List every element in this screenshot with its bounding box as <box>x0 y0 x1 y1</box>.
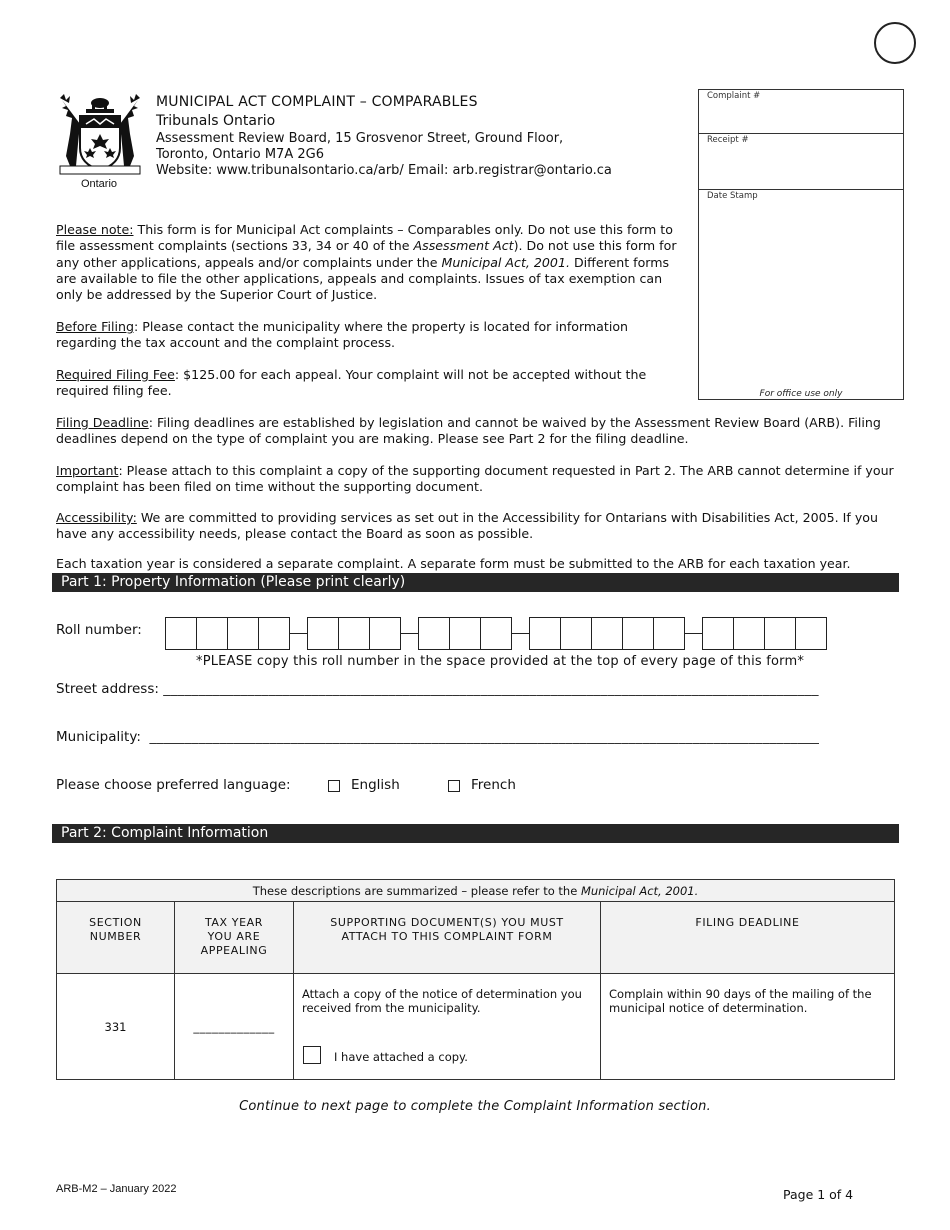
roll-digit-box[interactable] <box>560 617 592 650</box>
please-note-text-3: Different forms are available to file the other applications, appeals and complaints. Issues of tax exemption can only be addressed by the Superior Court of Justice. <box>56 254 670 303</box>
filing-fee-text: : $125.00 for each appeal. Your complaint will not be accepted without the required filing fee. <box>56 367 647 399</box>
attached-copy-checkbox[interactable] <box>303 1046 321 1064</box>
roll-digit-box[interactable] <box>764 617 796 650</box>
important-text: : Please attach to this complaint a copy of the supporting document requested in Part 2. The ARB cannot determine if your complaint has been filed on time without the supporting document. <box>56 463 894 495</box>
street-address-input[interactable]: _____________________________________________________________________________________________ <box>163 681 819 697</box>
part2-title: Part 2: Complaint Information <box>61 825 269 841</box>
continue-note: Continue to next page to complete the Complaint Information section. <box>239 1099 711 1114</box>
receipt-number-field[interactable] <box>699 134 903 190</box>
assessment-act-ref: Assessment Act <box>413 238 514 254</box>
roll-number-note: *PLEASE copy this roll number in the space provided at the top of every page of this form* <box>196 654 805 669</box>
roll-digit-box[interactable] <box>480 617 512 650</box>
documents-text: Attach a copy of the notice of determination you received from the municipality. <box>302 987 582 1015</box>
roll-digit-box[interactable] <box>338 617 370 650</box>
roll-digit-box[interactable] <box>702 617 734 650</box>
important-paragraph <box>56 463 896 496</box>
please-note-text-1: This form is for Municipal Act complaints – Comparables only. Do not use this form to file assessment complaints (sections 33, 34 or 40 of the <box>56 222 673 254</box>
office-use-box <box>698 89 904 400</box>
filing-deadline-text: : Filing deadlines are established by legislation and cannot be waived by the Assessment Review Board (ARB). Filing deadlines depend on the type of complaint you are making. Please see Part 2 for the filing deadline. <box>56 415 881 447</box>
col-header-documents: SUPPORTING DOCUMENT(S) YOU MUST ATTACH TO THIS COMPLAINT FORM <box>294 902 601 974</box>
corner-circle-mark <box>874 22 916 64</box>
accessibility-label: Accessibility: <box>56 510 137 525</box>
table-caption <box>57 880 895 902</box>
french-checkbox[interactable] <box>448 780 460 792</box>
important-label: Important <box>56 463 119 478</box>
roll-digit-box[interactable] <box>196 617 228 650</box>
agency-name: Tribunals Ontario <box>156 113 276 129</box>
date-stamp-field <box>699 190 903 398</box>
table-caption-text: These descriptions are summarized – please refer to the <box>252 883 581 898</box>
documents-cell <box>294 974 601 1080</box>
filing-fee-label: Required Filing Fee <box>56 367 175 382</box>
col-header-section: SECTION NUMBER <box>57 902 175 974</box>
part2-header <box>52 824 899 843</box>
logo-caption: Ontario <box>80 178 118 190</box>
complaint-info-table <box>56 879 895 1080</box>
street-address-label: Street address: <box>56 681 159 697</box>
english-checkbox[interactable] <box>328 780 340 792</box>
roll-digit-box[interactable] <box>369 617 401 650</box>
date-stamp-label: Date Stamp <box>707 191 758 201</box>
roll-separator <box>401 633 418 634</box>
municipal-act-ref: Municipal Act, 2001. <box>441 254 570 270</box>
roll-digit-box[interactable] <box>653 617 685 650</box>
receipt-number-label: Receipt # <box>707 135 749 145</box>
tax-year-input[interactable]: _____________ <box>175 974 294 1080</box>
taxation-year-note: Each taxation year is considered a separate complaint. A separate form must be submitted to the ARB for each taxation year. <box>56 556 851 571</box>
roll-digit-box[interactable] <box>529 617 561 650</box>
language-label: Please choose preferred language: <box>56 777 291 793</box>
part1-header <box>52 573 899 592</box>
filing-deadline-label: Filing Deadline <box>56 415 149 430</box>
please-note-paragraph <box>56 222 686 303</box>
french-option-label: French <box>471 777 516 793</box>
table-caption-act: Municipal Act, 2001. <box>580 883 699 898</box>
office-use-note: For office use only <box>759 389 843 399</box>
filing-deadline-paragraph <box>56 415 896 448</box>
form-title: MUNICIPAL ACT COMPLAINT – COMPARABLES <box>156 94 478 110</box>
municipality-label: Municipality: <box>56 729 141 745</box>
roll-digit-box[interactable] <box>307 617 339 650</box>
street-address-row <box>56 681 819 697</box>
english-option-label: English <box>351 777 400 793</box>
deadline-text: Complain within 90 days of the mailing of the municipal notice of determination. <box>609 987 872 1015</box>
before-filing-text: : Please contact the municipality where the property is located for information regarding the tax account and the complaint process. <box>56 319 629 351</box>
col-header-deadline: FILING DEADLINE <box>601 902 895 974</box>
section-number-cell: 331 <box>57 974 175 1080</box>
complaint-number-label: Complaint # <box>707 91 761 101</box>
roll-digit-box[interactable] <box>795 617 827 650</box>
roll-digit-box[interactable] <box>622 617 654 650</box>
table-row <box>57 974 895 1080</box>
complaint-number-field[interactable] <box>699 90 903 134</box>
roll-digit-box[interactable] <box>591 617 623 650</box>
deadline-cell <box>601 974 895 1080</box>
roll-digit-box[interactable] <box>227 617 259 650</box>
before-filing-label: Before Filing <box>56 319 134 334</box>
accessibility-paragraph <box>56 510 896 543</box>
address-line-2: Toronto, Ontario M7A 2G6 <box>156 147 324 162</box>
before-filing-paragraph <box>56 319 686 352</box>
page-number: Page 1 of 4 <box>783 1187 854 1202</box>
roll-separator <box>685 633 702 634</box>
website-email-line: Website: www.tribunalsontario.ca/arb/ Email: arb.registrar@ontario.ca <box>156 163 612 178</box>
roll-separator <box>512 633 529 634</box>
roll-digit-box[interactable] <box>418 617 450 650</box>
municipality-row <box>56 729 819 745</box>
filing-fee-paragraph <box>56 367 676 400</box>
accessibility-text: We are committed to providing services as set out in the Accessibility for Ontarians with Disabilities Act, 2005. If you have any accessibility needs, please contact the Board as soon as possible. <box>56 510 878 542</box>
col-header-tax-year: TAX YEAR YOU ARE APPEALING <box>175 902 294 974</box>
please-note-label: Please note: <box>56 222 134 237</box>
address-line-1: Assessment Review Board, 15 Grosvenor Street, Ground Floor, <box>156 131 564 146</box>
attached-copy-label: I have attached a copy. <box>334 1050 468 1064</box>
form-id: ARB-M2 – January 2022 <box>56 1183 177 1195</box>
please-note-text-2: ). Do not use this form for any other applications, appeals and/or complaints under the <box>56 238 677 270</box>
municipality-input[interactable]: _______________________________________________________________________________________________ <box>149 729 820 745</box>
roll-digit-box[interactable] <box>165 617 197 650</box>
roll-digit-box[interactable] <box>449 617 481 650</box>
roll-digit-box[interactable] <box>733 617 765 650</box>
part1-title: Part 1: Property Information (Please print clearly) <box>61 574 406 590</box>
roll-digit-box[interactable] <box>258 617 290 650</box>
roll-separator <box>290 633 307 634</box>
roll-number-label: Roll number: <box>56 622 142 638</box>
